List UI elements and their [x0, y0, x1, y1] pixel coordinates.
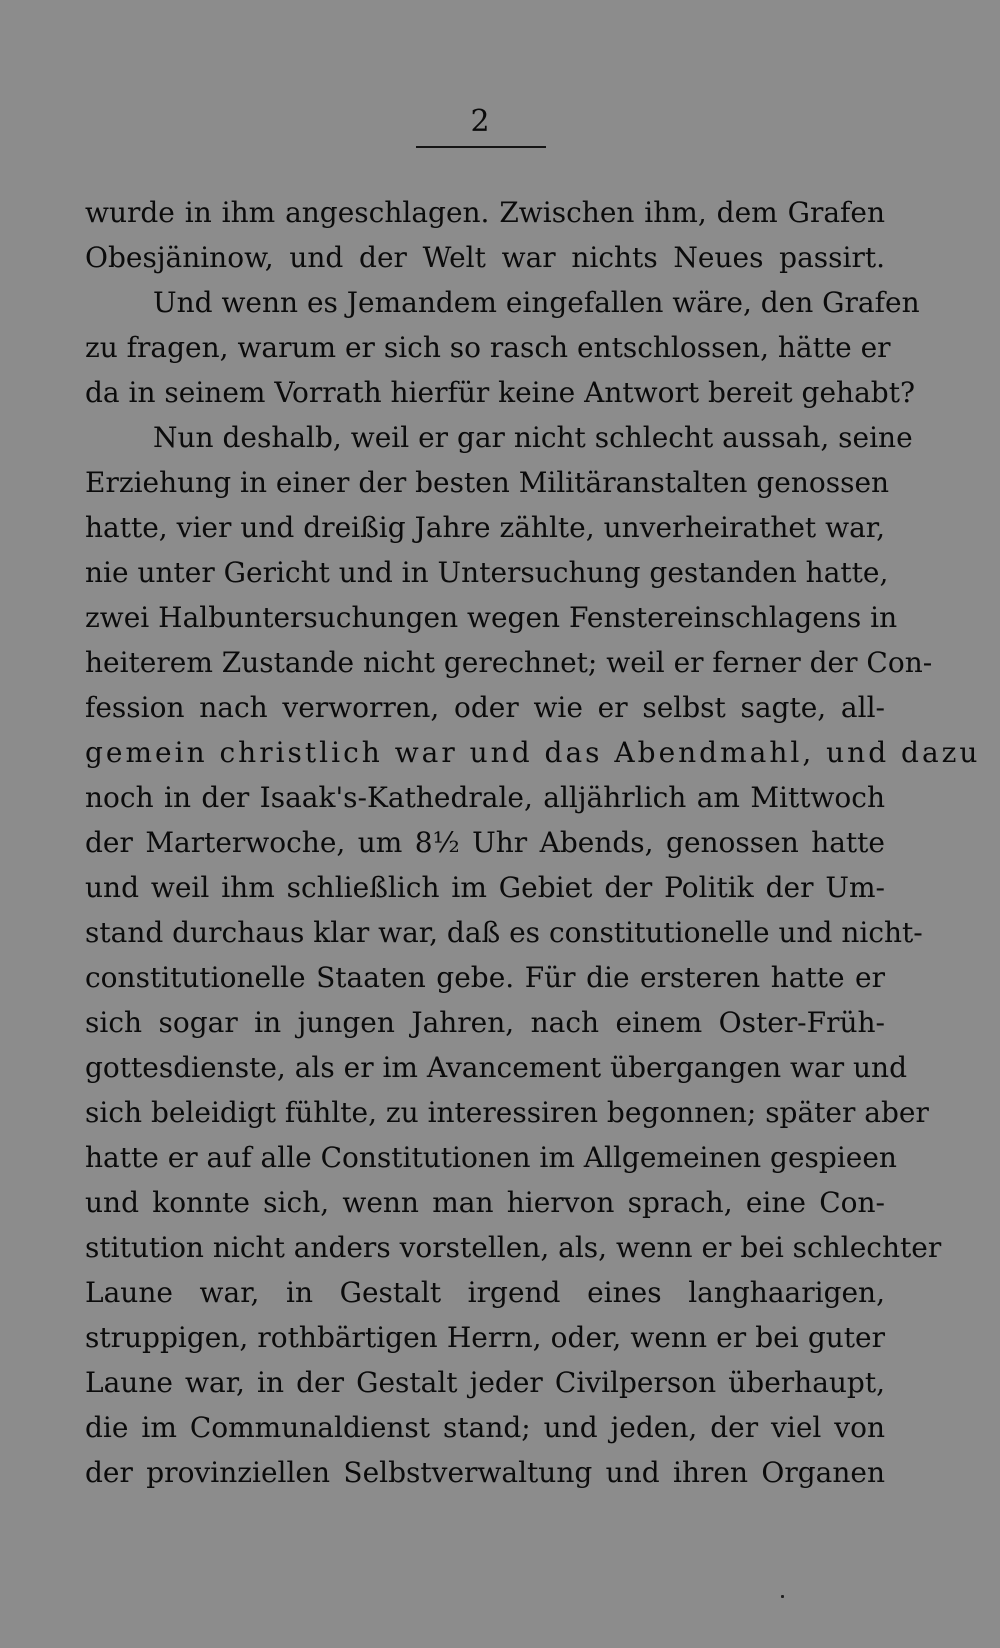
- text-line: gemein christlich war und das Abendmahl, und dazu: [85, 736, 981, 769]
- text-line: constitutionelle Staaten gebe. Für die ersteren hatte er: [85, 961, 885, 994]
- page-number: 2: [470, 104, 490, 139]
- text-line: gottesdienste, als er im Avancement übergangen war und: [85, 1051, 907, 1084]
- text-line: Obesjäninow, und der Welt war nichts Neues passirt.: [85, 241, 885, 274]
- text-line: nie unter Gericht und in Untersuchung gestanden hatte,: [85, 556, 889, 589]
- text-line: Laune war, in der Gestalt jeder Civilperson überhaupt,: [85, 1366, 885, 1399]
- text-line: stand durchaus klar war, daß es constitutionelle und nicht-: [85, 916, 923, 949]
- text-line: heiterem Zustande nicht gerechnet; weil er ferner der Con-: [85, 646, 933, 679]
- text-line: stitution nicht anders vorstellen, als, wenn er bei schlechter: [85, 1231, 942, 1264]
- text-line: der Marterwoche, um 8½ Uhr Abends, genossen hatte: [85, 826, 885, 859]
- text-line: hatte er auf alle Constitutionen im Allgemeinen gespieen: [85, 1141, 897, 1174]
- text-line: der provinziellen Selbstverwaltung und ihren Organen: [85, 1456, 885, 1489]
- text-line: Nun deshalb, weil er gar nicht schlecht aussah, seine: [153, 421, 913, 454]
- text-line: sich beleidigt fühlte, zu interessiren begonnen; später aber: [85, 1096, 929, 1129]
- text-line: die im Communaldienst stand; und jeden, der viel von: [85, 1411, 885, 1444]
- text-line: fession nach verworren, oder wie er selbst sagte, all-: [85, 691, 885, 724]
- text-line: wurde in ihm angeschlagen. Zwischen ihm, dem Grafen: [85, 196, 885, 229]
- page-number-rule: [416, 146, 546, 148]
- text-line: struppigen, rothbärtigen Herrn, oder, wenn er bei guter: [85, 1321, 885, 1354]
- text-line: hatte, vier und dreißig Jahre zählte, unverheirathet war,: [85, 511, 885, 544]
- text-line: sich sogar in jungen Jahren, nach einem Oster-Früh-: [85, 1006, 885, 1039]
- text-line: und konnte sich, wenn man hiervon sprach, eine Con-: [85, 1186, 885, 1219]
- text-line: Erziehung in einer der besten Militäranstalten genossen: [85, 466, 890, 499]
- text-line: Und wenn es Jemandem eingefallen wäre, den Grafen: [153, 286, 920, 319]
- body-text: [85, 190, 981, 1495]
- text-line: zwei Halbuntersuchungen wegen Fenstereinschlagens in: [85, 601, 898, 634]
- text-line: zu fragen, warum er sich so rasch entschlossen, hätte er: [85, 331, 891, 364]
- text-line: da in seinem Vorrath hierfür keine Antwort bereit gehabt?: [85, 376, 915, 409]
- text-line: noch in der Isaak's-Kathedrale, alljährlich am Mittwoch: [85, 781, 885, 814]
- text-line: Laune war, in Gestalt irgend eines langhaarigen,: [85, 1276, 885, 1309]
- scan-speck: [781, 1595, 784, 1598]
- text-line: und weil ihm schließlich im Gebiet der Politik der Um-: [85, 871, 885, 904]
